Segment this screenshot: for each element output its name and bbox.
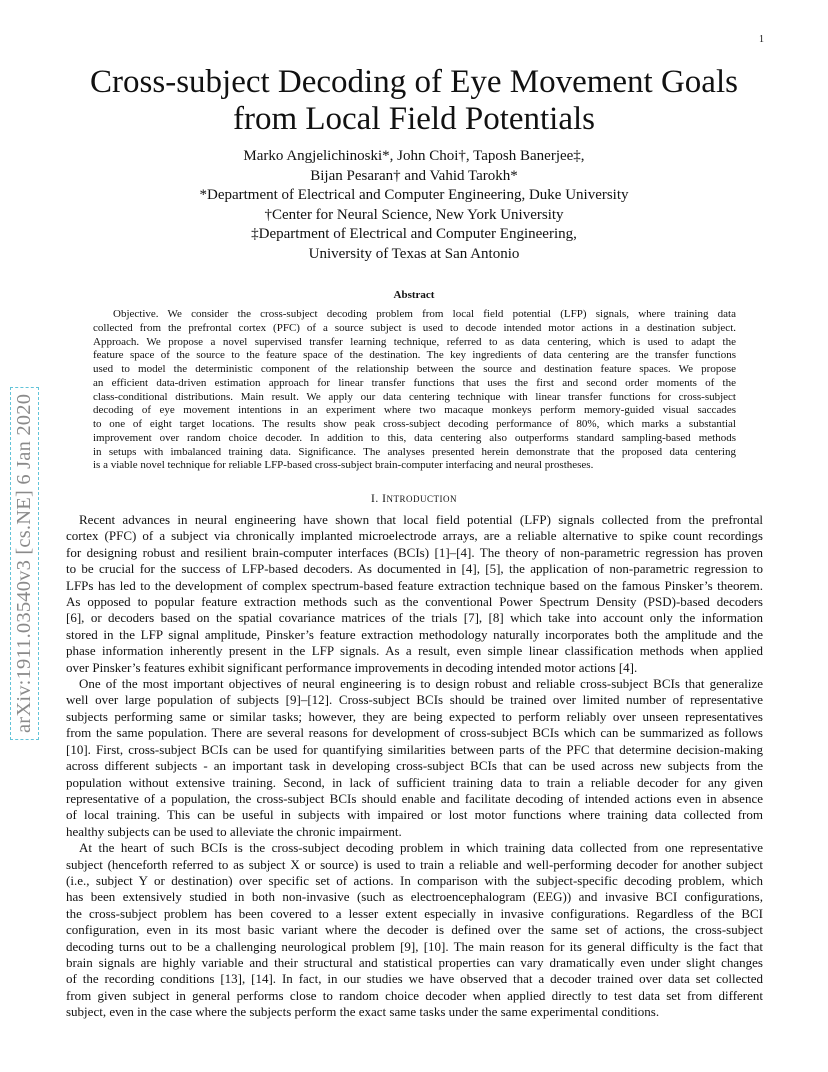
title-line: from Local Field Potentials bbox=[232, 101, 596, 137]
body-line: One of the most important objectives of neural engineering is to design robust and reliable cross-subject BCIs that generalize bbox=[79, 676, 763, 692]
body-line: from given subject in general performs close to random choice decoder when applied directly to test data set from different bbox=[66, 987, 763, 1003]
abstract-line: Approach. We propose a novel supervised transfer learning technique, referred to as data centering, which is used to adapt the bbox=[93, 335, 736, 348]
body-line: has been extensively studied in both non-invasive (such as electroencephalogram (EEG)) and invasive BCI configurations, bbox=[66, 889, 763, 905]
title-line: Cross-subject Decoding of Eye Movement Goals bbox=[90, 64, 738, 100]
abstract-line: is a viable novel technique for reliable LFP-based cross-subject brain-computer interfacing and neural prostheses. bbox=[93, 459, 594, 472]
page-number: 1 bbox=[759, 34, 764, 45]
author-names-line: Bijan Pesaran† and Vahid Tarokh* bbox=[310, 167, 518, 184]
body-line: phase information inherently present in the LFP signals. As a result, even simple linear classification methods when applied bbox=[66, 643, 763, 659]
abstract-line: in setups with imbalanced training data. Significance. The analyses presented herein demonstrate that the proposed data centering bbox=[93, 445, 736, 458]
body-line: healthy subjects can be used to alleviate the chronic impairment. bbox=[66, 823, 402, 839]
abstract-heading: Abstract bbox=[393, 289, 435, 301]
abstract-body bbox=[93, 308, 736, 473]
body-line: population without extensive training. Second, in lack of sufficient training data to train a reliable decoder for any given bbox=[66, 774, 763, 790]
body-line: LFPs has led to the development of complex spectrum-based feature extraction technique based on the famous Pinsker’s theorem. bbox=[66, 577, 763, 593]
body-line: brain signals are highly variable and their structural and statistical properties can vary dramatically even under slight changes bbox=[66, 954, 763, 970]
body-line: the cross-subject problem has been covered to a lesser extent especially in invasive configurations. Regardless of the BCI bbox=[66, 905, 763, 921]
affiliation-line: University of Texas at San Antonio bbox=[308, 245, 520, 262]
abstract-line: decoding of eye movement intentions in an experiment where two macaque monkeys perform memory-guided visual saccades bbox=[93, 404, 736, 417]
body-line: representative of a population, the cross-subject BCIs should enable and facilitate decoding of intended actions even in absence bbox=[66, 790, 763, 806]
body-line: well over large population of subjects [9]–[12]. Cross-subject BCIs should be trained over limited number of representative bbox=[66, 692, 763, 708]
abstract-line: an efficient data-driven estimation approach for linear transfer functions that uses the first and second order moments of the bbox=[93, 376, 736, 389]
author-affiliations bbox=[60, 147, 768, 265]
abstract-line: feature space of the source to the feature space of the destination. The key ingredients of data centering are the transfer functions bbox=[93, 349, 736, 362]
paper-title bbox=[60, 64, 768, 138]
abstract-line: class-conditional distributions. Main result. We apply our data centering technique with linear transfer functions for cross-subject bbox=[93, 390, 736, 403]
author-names-line: Marko Angjelichinoski*, John Choi†, Taposh Banerjee‡, bbox=[243, 148, 585, 164]
body-line: Recent advances in neural engineering have shown that local field potential (LFP) signals collected from the prefrontal bbox=[79, 512, 763, 527]
body-line: subject (henceforth referred to as subject X or source) is used to train a reliable and well-performing decoder for another subject bbox=[66, 856, 763, 872]
body-line: [10]. First, cross-subject BCIs can be used for quantifying similarities between parts of the PFC that determine decision-making bbox=[66, 741, 763, 757]
body-line: across different subjects - an important task in developing cross-subject BCIs that can be used across new subjects from the bbox=[66, 758, 763, 774]
body-line: of the recording conditions [13], [14]. In fact, in our studies we have observed that a decoder trained over data set collected bbox=[66, 971, 763, 987]
body-line: from the same population. There are several reasons for development of cross-subject BCIs which can be summarized as follows bbox=[66, 725, 763, 741]
body-line: decoding turns out to be a challenging neurological problem [9], [10]. The main reason for its general difficulty is the fact that bbox=[66, 938, 763, 954]
body-line: cortex (PFC) of a subject via chronically implanted microelectrode arrays, are a reliable alternative to spike count recordings bbox=[66, 528, 763, 544]
body-line: for designing robust and resilient brain-computer interfaces (BCIs) [1]–[4]. The theory of non-parametric regression has proven bbox=[66, 544, 763, 560]
abstract-line: to one of eight target locations. The results show peak cross-subject decoding performance of 80%, which marks a substantial bbox=[93, 418, 736, 430]
affiliation-line: ‡Department of Electrical and Computer Engineering, bbox=[251, 226, 577, 243]
body-line: At the heart of such BCIs is the cross-subject decoding problem in which training data collected from one representative bbox=[79, 840, 763, 856]
abstract-line: improvement over random choice decoder. In addition to this, data centering also outperforms standard sampling-based methods bbox=[93, 431, 736, 444]
abstract-line: used to model the deterministic component of the relationship between the source and destination feature spaces. We propose bbox=[93, 363, 736, 375]
section-heading-introduction: I. INTRODUCTION bbox=[371, 493, 457, 505]
body-line: of local training. This can be useful in subjects with impaired or lost motor functions where training data collected from bbox=[66, 807, 763, 823]
body-line: stored in the LFP signal amplitude, Pinsker’s feature extraction methodology naturally incorporates both the amplitude and the bbox=[66, 626, 763, 642]
abstract-line: Objective. We consider the cross-subject decoding problem from local field potential (LFP) signals, where training data bbox=[113, 308, 736, 320]
body-line: (i.e., subject Y or destination) over specific set of actions. In comparison with the subject-specific decoding problem, which bbox=[66, 872, 763, 888]
body-line: configuration, even in its most basic variant where the decoder is defined over the same set of actions, the cross-subject bbox=[66, 922, 763, 938]
body-line: over Pinsker’s features exhibit significant performance improvements in decoding intended motor actions [4]. bbox=[66, 659, 638, 675]
body-line: to be crucial for the success of LFP-based decoders. As documented in [4], [5], the application of non-parametric regression to bbox=[66, 561, 763, 577]
abstract-line: collected from the prefrontal cortex (PFC) of a source subject is used to decode intended motor actions in a destination subject. bbox=[93, 321, 736, 334]
body-line: subject, even in the case where the subjects perform the exact same tasks under the same experimental conditions. bbox=[66, 1004, 660, 1020]
affiliation-line: *Department of Electrical and Computer Engineering, Duke University bbox=[199, 187, 629, 204]
body-line: As opposed to popular feature extraction methods such as the conventional Power Spectrum Density (PSD)-based decoders bbox=[66, 594, 763, 610]
affiliation-line: †Center for Neural Science, New York University bbox=[264, 206, 564, 223]
body-line: [6], or decoders based on the spatial covariance matrices of the trials [7], [8] which take into account only the information bbox=[66, 610, 763, 626]
arxiv-identifier-stamp[interactable]: arXiv:1911.03540v3 [cs.NE] 6 Jan 2020 bbox=[10, 387, 39, 740]
body-line: subjects performing same or similar tasks; however, they are being expected to perform reliably over unseen representatives bbox=[66, 708, 763, 724]
introduction-body bbox=[66, 512, 763, 1021]
